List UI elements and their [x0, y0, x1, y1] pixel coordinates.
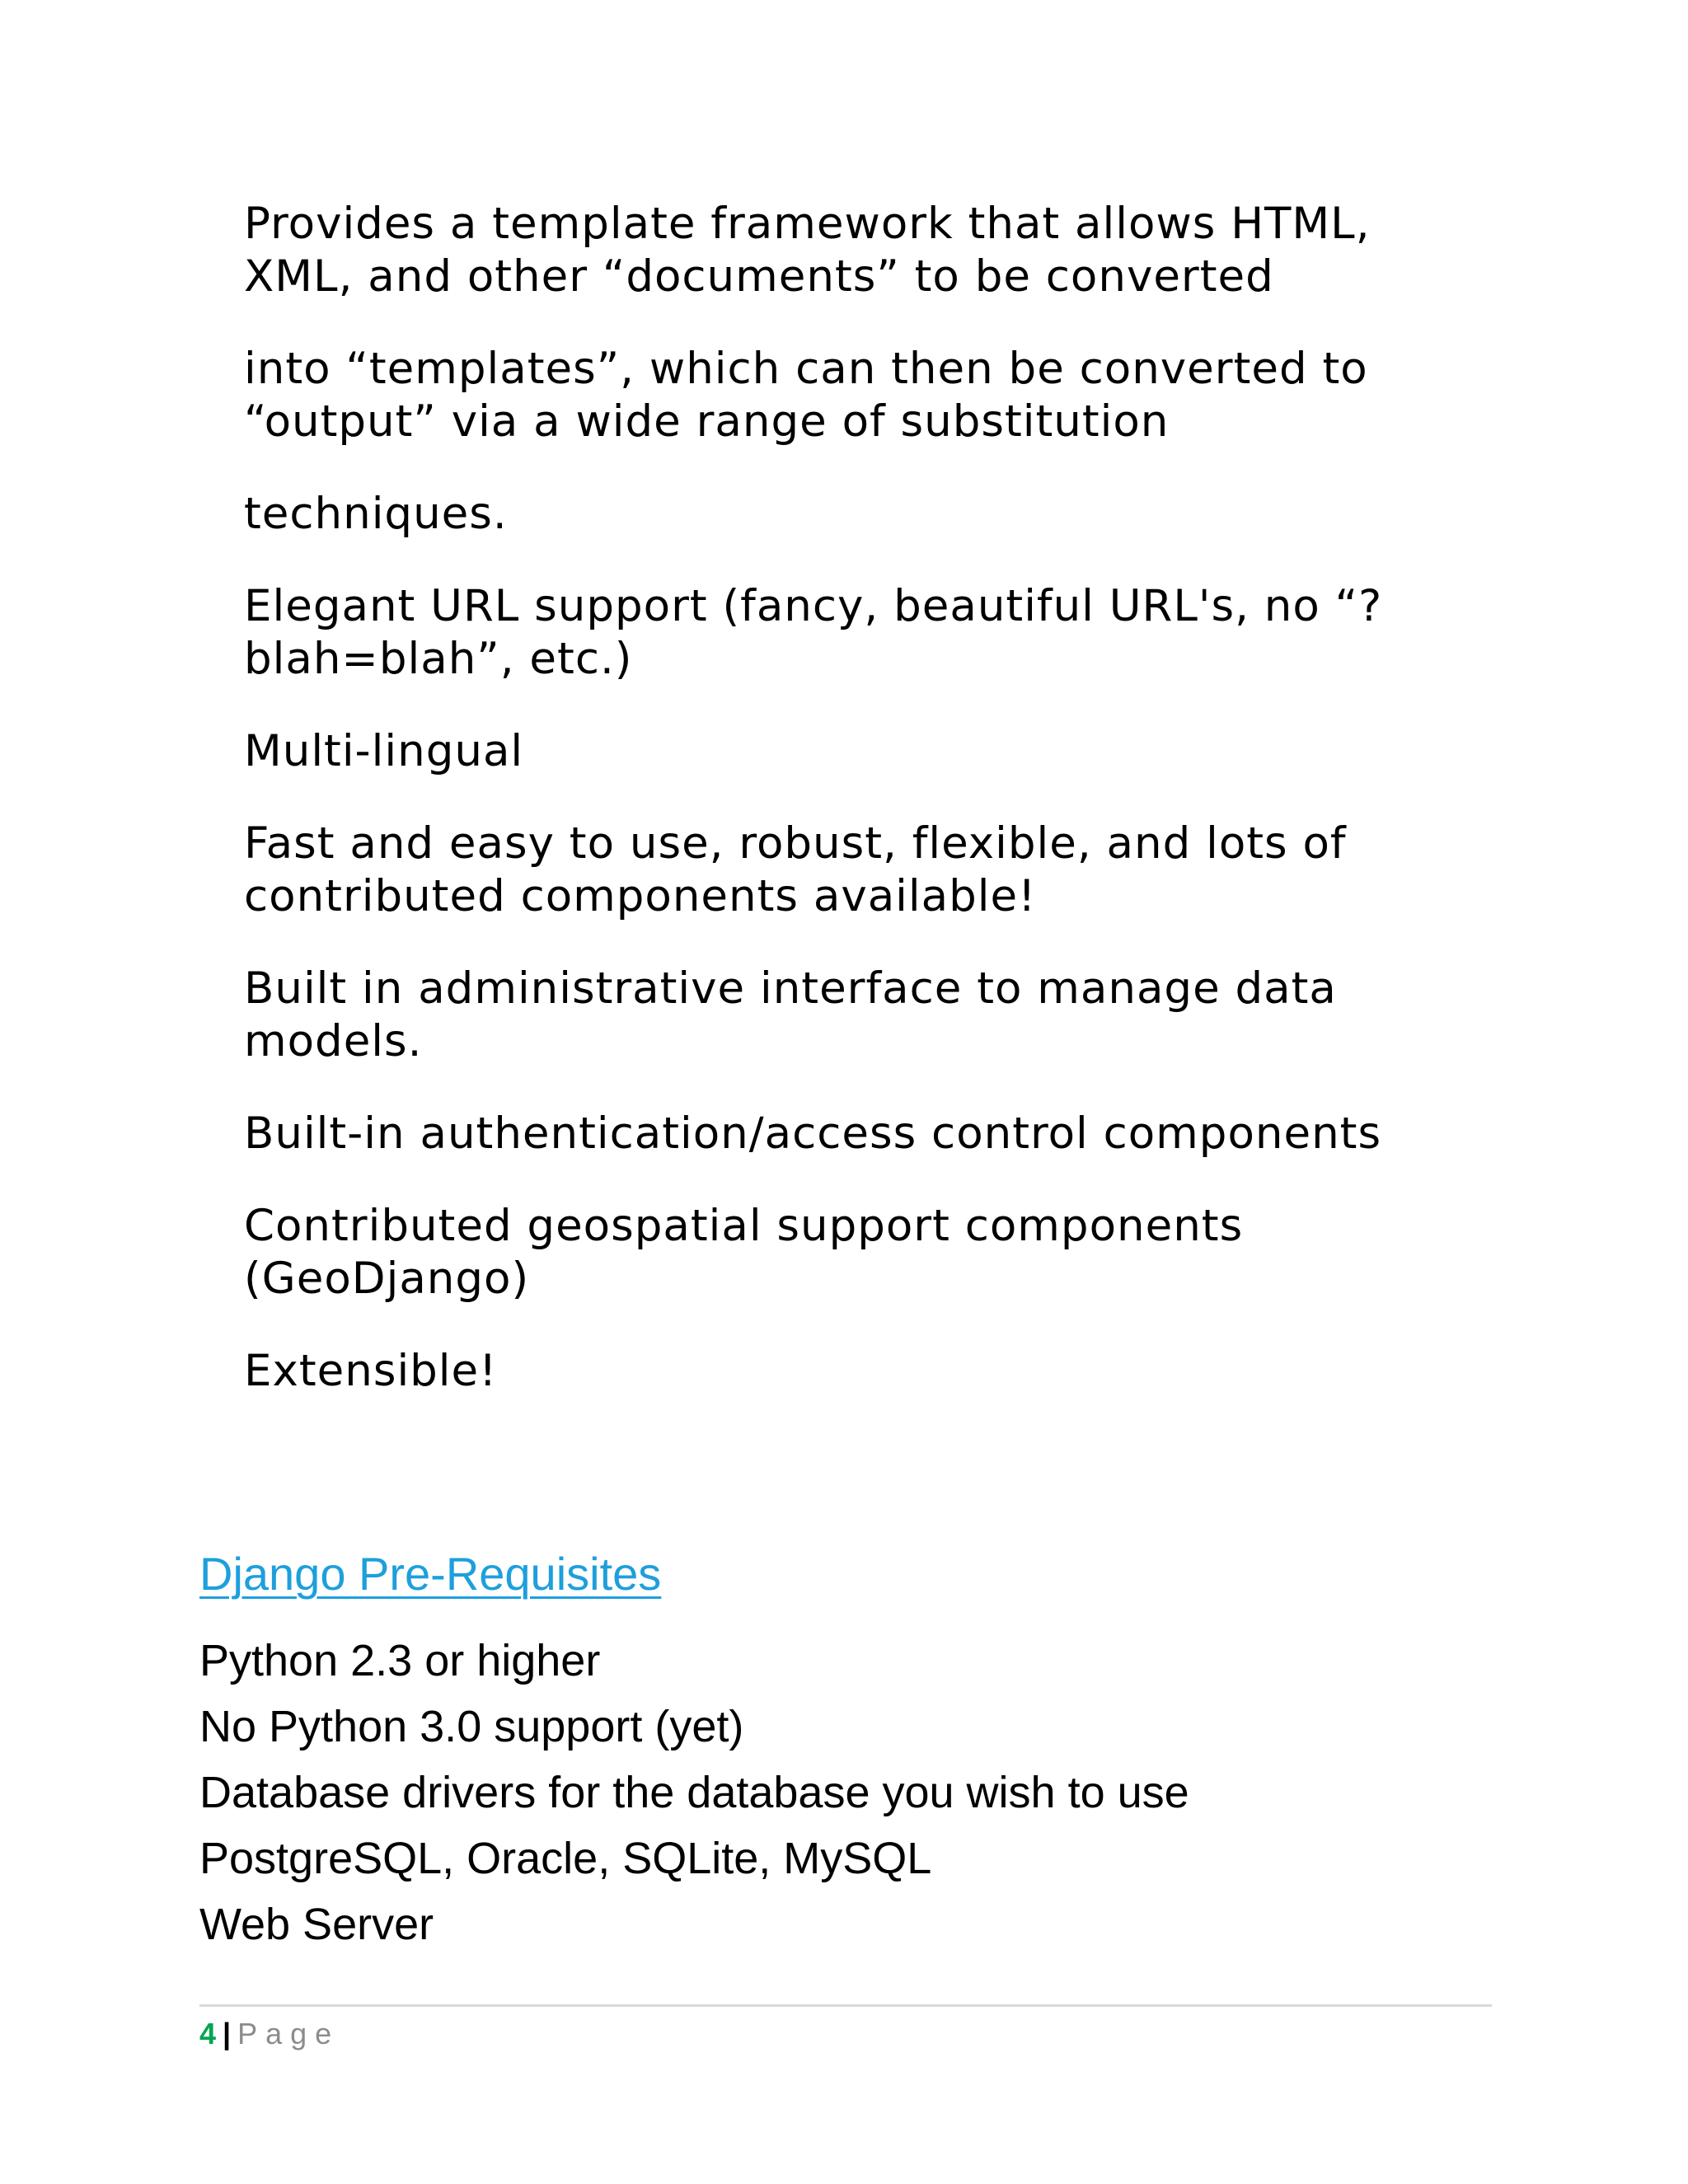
feature-item: into “templates”, which can then be converted to “output” via a wide range of substitution [244, 344, 1368, 447]
feature-item: Multi-lingual [244, 726, 524, 776]
feature-item: Fast and easy to use, robust, flexible, and lots of contributed components available! [244, 818, 1347, 921]
prereq-item: Python 2.3 or higher [199, 1636, 601, 1685]
feature-item: Elegant URL support (fancy, beautiful URL's, no “?blah=blah”, etc.) [244, 581, 1383, 684]
prereq-list [199, 1628, 1189, 1957]
prereq-heading: Django Pre-Requisites [199, 1548, 662, 1600]
page-label: Page [237, 2017, 340, 2050]
footer-separator: | [223, 2017, 232, 2050]
feature-item: Built-in authentication/access control components [244, 1108, 1382, 1159]
feature-item: Built in administrative interface to manage data models. [244, 963, 1337, 1066]
page-footer [199, 2011, 340, 2057]
prereq-item: No Python 3.0 support (yet) [199, 1702, 744, 1751]
feature-item: Provides a template framework that allows HTML, XML, and other “documents” to be converted [244, 199, 1371, 302]
feature-item: Contributed geospatial support components (GeoDjango) [244, 1201, 1244, 1304]
page-number: 4 [199, 2017, 217, 2050]
prereq-item: Database drivers for the database you wish to use [199, 1768, 1189, 1817]
prereq-item: Web Server [199, 1900, 434, 1949]
feature-item: techniques. [244, 489, 508, 539]
prereq-item: PostgreSQL, Oracle, SQLite, MySQL [199, 1834, 932, 1883]
feature-item: Extensible! [244, 1346, 498, 1396]
footer-divider [199, 2004, 1492, 2007]
feature-list [244, 198, 1431, 1437]
